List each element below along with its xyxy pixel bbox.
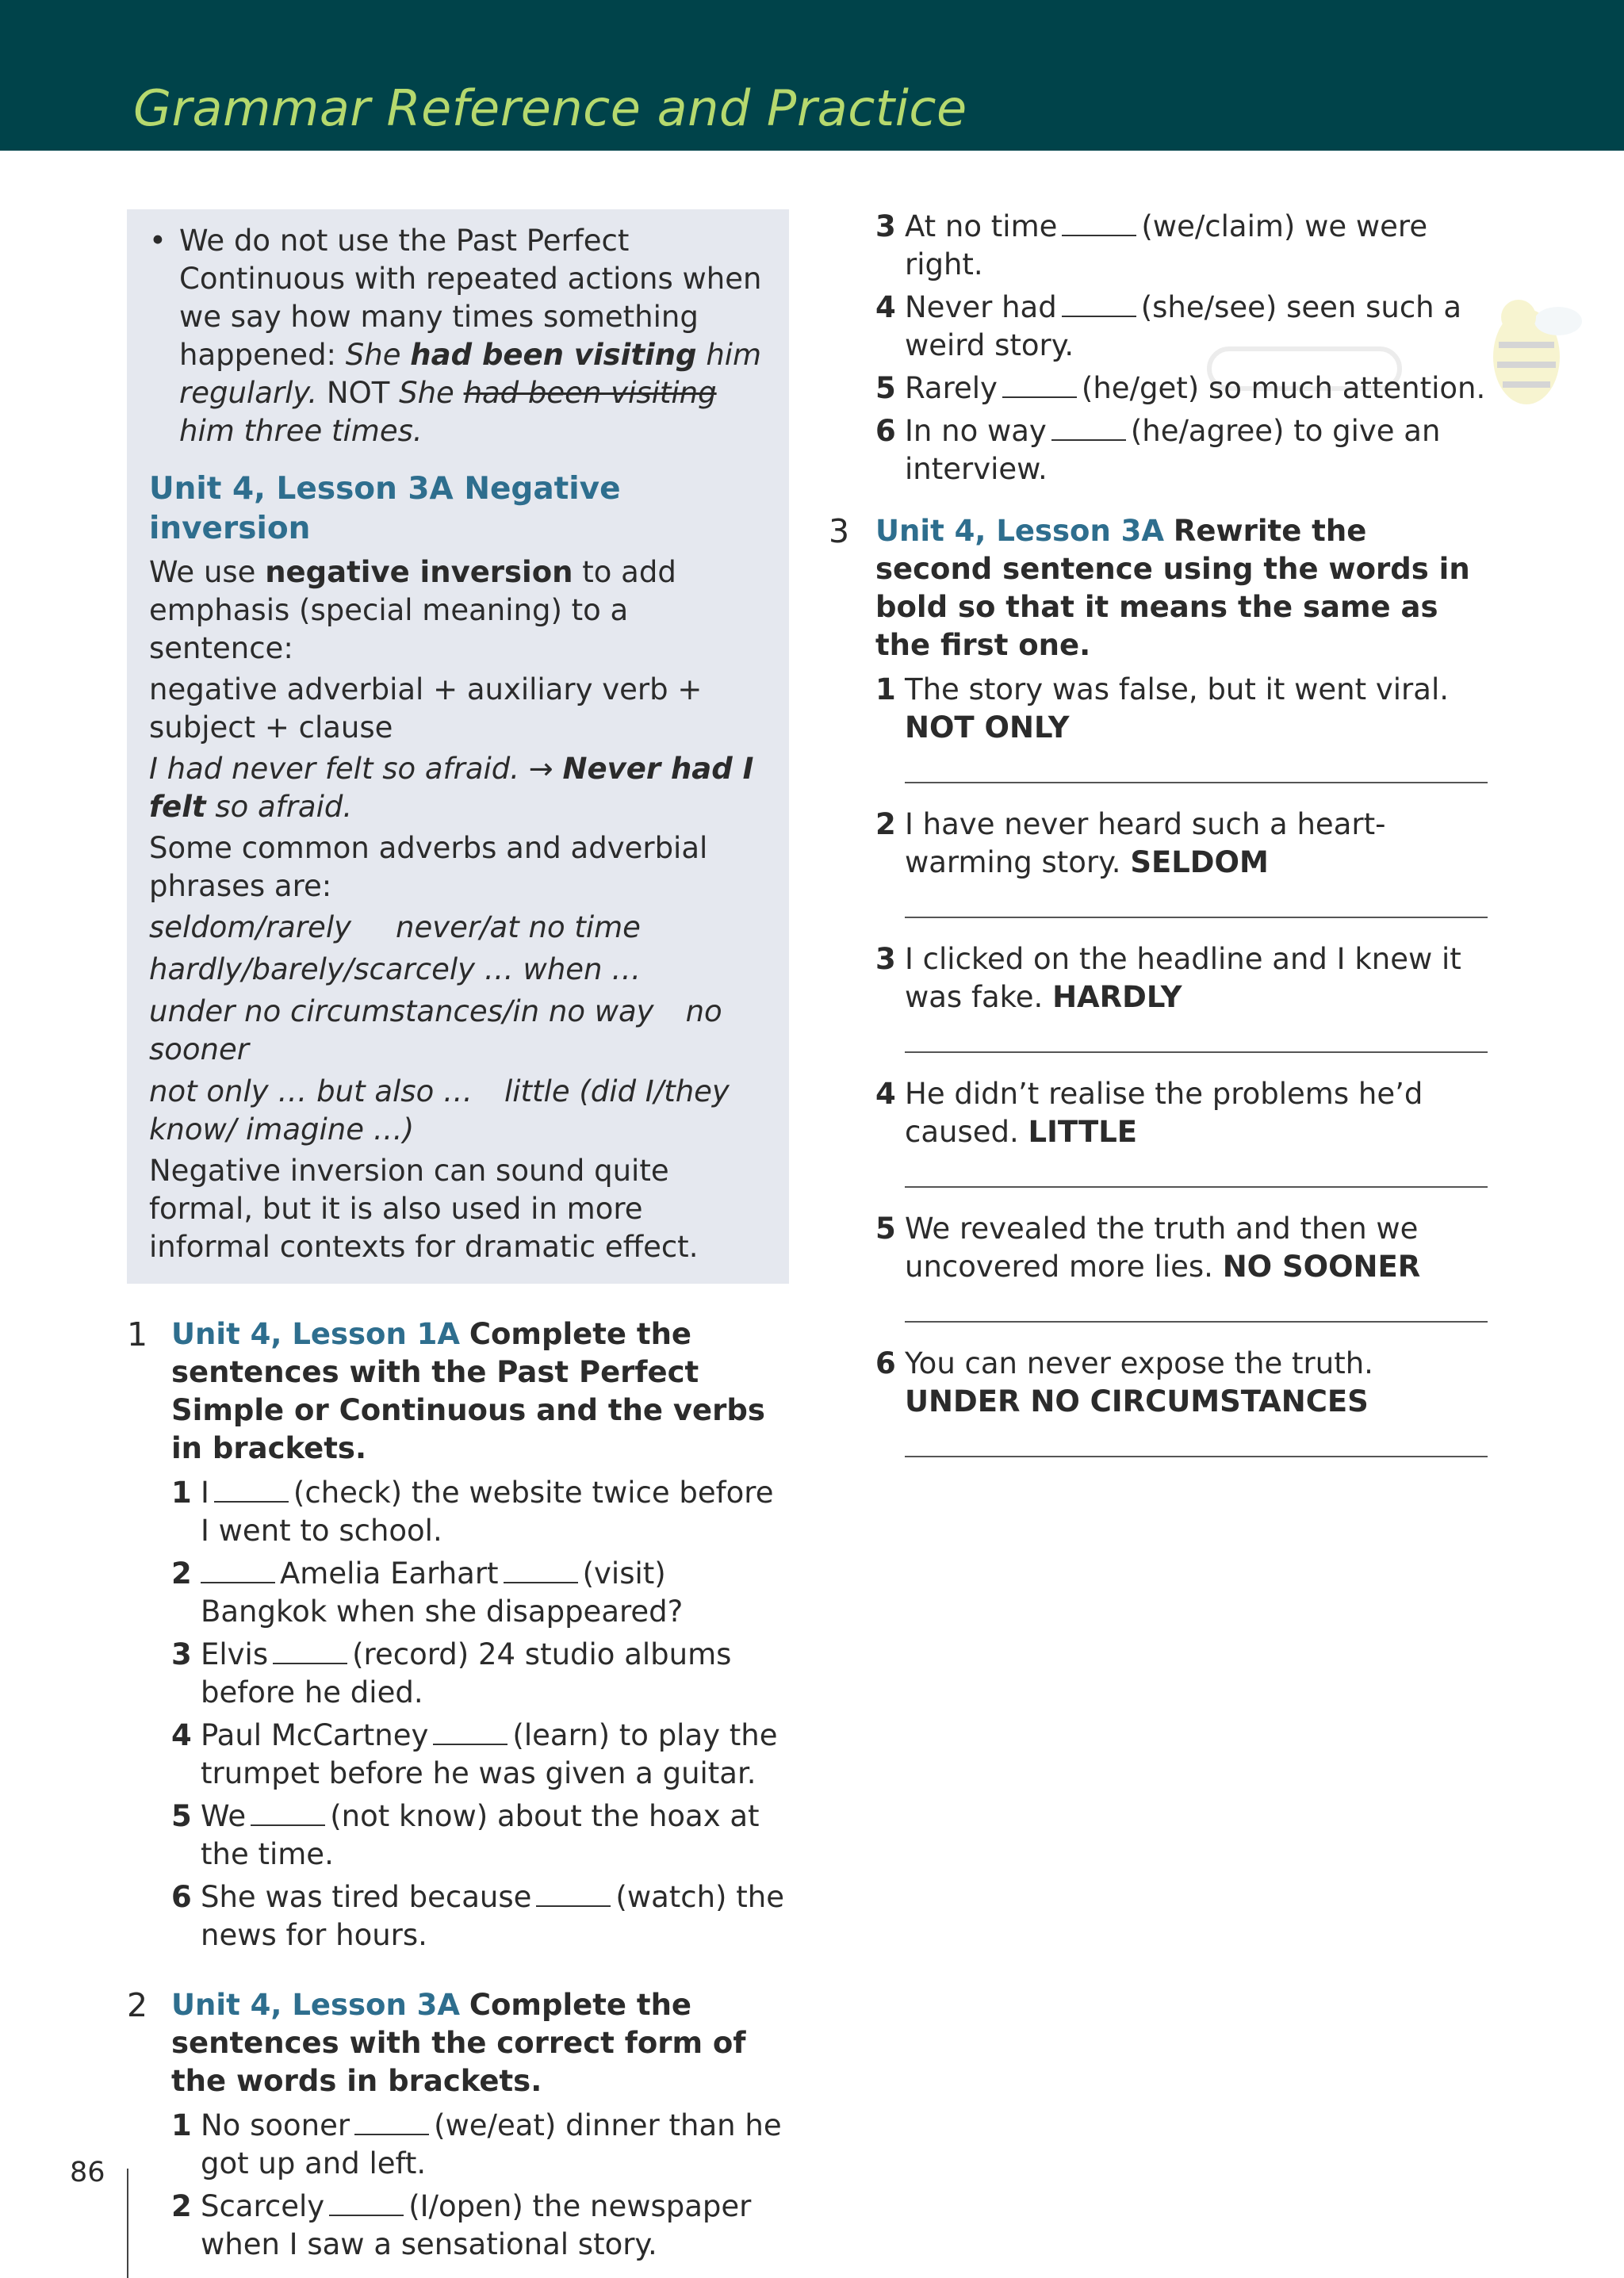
exercise-items [171, 1474, 789, 1954]
item-number: 2 [875, 807, 896, 841]
adverb: seldom/rarely [149, 910, 351, 944]
item-text: (he/get) so much attention. [1081, 371, 1486, 405]
exercise-body [875, 512, 1491, 1468]
example-bold-text: had been visiting [410, 338, 697, 372]
item-text: (visit) Bangkok when she disappeared? [201, 1556, 684, 1629]
item-text: The story was false, but it went viral. [905, 672, 1449, 706]
item-number: 3 [875, 209, 896, 243]
answer-blank[interactable] [329, 2191, 404, 2216]
item-text: I have never heard such a heart-warming story. [905, 807, 1386, 879]
adverb: hardly/barely/scarcely … when … [149, 952, 642, 986]
answer-blank[interactable] [1062, 211, 1136, 236]
adverb: little (did I/they know/ imagine …) [149, 1074, 730, 1147]
item-text: I clicked on the headline and I knew it was fake. [905, 942, 1461, 1014]
item-text: (learn) to play the trumpet before he was given a guitar. [201, 1718, 778, 1790]
answer-blank[interactable] [354, 2110, 429, 2135]
bold-term: negative inversion [265, 555, 573, 589]
exercise-item [171, 1555, 789, 1631]
answer-blank[interactable] [214, 1477, 289, 1503]
exercise-item [875, 412, 1491, 488]
item-number: 1 [171, 1476, 192, 1510]
item-text: Elvis [201, 1637, 269, 1671]
answer-line[interactable] [905, 882, 1488, 918]
adverb: not only … but also … [149, 1074, 473, 1108]
exercise-body [171, 1315, 789, 1954]
paragraph-formality: Negative inversion can sound quite formal, but it is also used in more informal contexts for dramatic effect. [149, 1154, 699, 1264]
exercise-item [875, 208, 1491, 284]
exercise-item [171, 2107, 789, 2183]
item-number: 1 [875, 672, 896, 706]
exercise-number: 3 [829, 512, 850, 550]
answer-line[interactable] [905, 1421, 1488, 1457]
lesson-reference: Unit 4, Lesson 3A [875, 514, 1165, 548]
bullet-point [149, 222, 768, 450]
item-text: Amelia Earhart [280, 1556, 499, 1591]
exercise-item [171, 1474, 789, 1550]
paragraph-adverbs-intro: Some common adverbs and adverbial phrases are: [149, 831, 708, 903]
adverb-list [149, 909, 768, 1149]
item-text: In no way [905, 414, 1047, 448]
item-text: (watch) the news for hours. [201, 1880, 784, 1952]
exercise-instruction [875, 512, 1491, 664]
item-number: 6 [875, 414, 896, 448]
paragraph-negative-inversion [149, 553, 768, 668]
page-number: 86 [70, 2157, 105, 2188]
item-text: Rarely [905, 371, 998, 405]
key-words: LITTLE [1028, 1115, 1138, 1149]
exercise-2 [127, 1986, 789, 2264]
item-number: 3 [171, 1637, 192, 1671]
rewrite-item [875, 940, 1491, 1064]
answer-blank[interactable] [273, 1639, 347, 1664]
answer-line[interactable] [905, 1151, 1488, 1188]
exercise-item [171, 1636, 789, 1712]
item-text: (record) 24 studio albums before he died. [201, 1637, 732, 1709]
key-words: NOT ONLY [905, 710, 1070, 745]
exercise-1 [127, 1315, 789, 1954]
adverb: no sooner [149, 994, 722, 1066]
left-column [127, 209, 789, 2264]
exercise-item [171, 1717, 789, 1793]
item-text: You can never expose the truth. [905, 1346, 1373, 1380]
rewrite-item [875, 1345, 1491, 1468]
exercise-instruction [171, 1986, 789, 2100]
item-text: (he/agree) to give an interview. [905, 414, 1441, 486]
bullet-dot: • [149, 224, 167, 258]
item-number: 3 [875, 942, 896, 976]
exercise-number: 2 [127, 1986, 148, 2024]
answer-blank[interactable] [1002, 373, 1077, 398]
item-text: She was tired because [201, 1880, 532, 1914]
item-text: No sooner [201, 2108, 350, 2142]
item-text: (not know) about the hoax at the time. [201, 1799, 760, 1871]
item-number: 6 [875, 1346, 896, 1380]
answer-blank[interactable] [536, 1882, 611, 1907]
example-text: I had never felt so afraid. → [149, 752, 553, 786]
item-text: (we/claim) we were right. [905, 209, 1428, 281]
item-text: (check) the website twice before I went to school. [201, 1476, 774, 1548]
item-text: (we/eat) dinner than he got up and left. [201, 2108, 782, 2180]
adverb-row [149, 1073, 768, 1149]
section-heading: Unit 4, Lesson 3A Negative inversion [149, 471, 621, 546]
item-number: 5 [875, 371, 896, 405]
key-words: UNDER NO CIRCUMSTANCES [905, 1384, 1369, 1418]
adverb: never/at no time [396, 910, 641, 944]
adverb-row [149, 993, 768, 1069]
item-text: (I/open) the newspaper when I saw a sensational story. [201, 2189, 752, 2261]
item-text: We revealed the truth and then we uncovered more lies. [905, 1212, 1419, 1284]
paragraph-text: to add emphasis (special meaning) to a sentence: [149, 555, 676, 665]
item-text: Scarcely [201, 2189, 325, 2223]
formula: negative adverbial + auxiliary verb + subject + clause [149, 672, 703, 745]
item-number: 2 [171, 1556, 192, 1591]
item-text: We [201, 1799, 247, 1833]
item-number: 6 [171, 1880, 192, 1914]
answer-blank[interactable] [251, 1801, 325, 1826]
exercise-item [875, 369, 1491, 408]
answer-line[interactable] [905, 1016, 1488, 1053]
item-number: 4 [875, 290, 896, 324]
exercise-item [875, 289, 1491, 365]
item-text: Paul McCartney [201, 1718, 429, 1752]
item-text: Never had [905, 290, 1057, 324]
item-number: 5 [875, 1212, 896, 1246]
page-title: Grammar Reference and Practice [133, 79, 967, 137]
right-column [829, 208, 1491, 1468]
example-text: She [345, 338, 401, 372]
instruction-text: Complete the sentences with the Past Perfect Simple or Continuous and the verbs in brackets. [171, 1317, 765, 1465]
exercise-items [875, 671, 1491, 1468]
item-number: 5 [171, 1799, 192, 1833]
lesson-reference: Unit 4, Lesson 3A [171, 1988, 461, 2022]
adverb: under no circumstances/in no way [149, 994, 654, 1028]
bullet-intro: We do not use the Past Perfect Continuous with repeated actions when we say how many times something happened: [179, 224, 762, 372]
lesson-reference: Unit 4, Lesson 1A [171, 1317, 461, 1351]
struck-example-text: had been visiting [463, 376, 717, 410]
instruction-text: Rewrite the second sentence using the words in bold so that it means the same as the first one. [875, 514, 1470, 662]
answer-line[interactable] [905, 1286, 1488, 1323]
example-text: She [399, 376, 454, 410]
instruction-text: Complete the sentences with the correct form of the words in brackets. [171, 1988, 746, 2098]
example-text: him three times. [179, 414, 423, 448]
adverb-row [149, 951, 768, 989]
answer-blank[interactable] [1062, 292, 1136, 317]
grammar-reference-box [127, 209, 789, 1284]
key-words: NO SOONER [1222, 1250, 1421, 1284]
exercise-item [171, 1878, 789, 1954]
exercise-2-continued [872, 208, 1491, 488]
item-number: 4 [171, 1718, 192, 1752]
rewrite-item [875, 806, 1491, 929]
exercise-number: 1 [127, 1315, 148, 1353]
item-text: He didn’t realise the problems he’d caused. [905, 1077, 1423, 1149]
exercise-3 [829, 512, 1491, 1468]
answer-blank[interactable] [433, 1720, 508, 1745]
item-text: At no time [905, 209, 1058, 243]
page-margin-rule [127, 2169, 128, 2278]
rewrite-item [875, 1210, 1491, 1334]
item-number: 1 [171, 2108, 192, 2142]
rewrite-item [875, 1075, 1491, 1199]
key-words: SELDOM [1130, 845, 1269, 879]
answer-line[interactable] [905, 747, 1488, 783]
not-label: NOT [326, 376, 390, 410]
answer-blank[interactable] [201, 1558, 275, 1583]
example-text: so afraid. [215, 790, 353, 824]
paragraph-text: We use [149, 555, 256, 589]
key-words: HARDLY [1052, 980, 1182, 1014]
adverb-row [149, 909, 768, 947]
example-text: him regularly. [179, 338, 762, 410]
item-text: (she/see) seen such a weird story. [905, 290, 1462, 362]
item-number: 4 [875, 1077, 896, 1111]
item-number: 2 [171, 2189, 192, 2223]
bullet-text [179, 222, 768, 450]
answer-blank[interactable] [504, 1558, 578, 1583]
example-bold-text: Never had I felt [149, 752, 754, 824]
exercise-items [171, 2107, 789, 2264]
answer-blank[interactable] [1051, 415, 1126, 441]
exercise-instruction [171, 1315, 789, 1468]
rewrite-item [875, 671, 1491, 794]
item-text: I [201, 1476, 209, 1510]
exercise-body [171, 1986, 789, 2264]
exercise-item [171, 2188, 789, 2264]
example-sentence [149, 750, 768, 826]
exercise-item [171, 1798, 789, 1874]
